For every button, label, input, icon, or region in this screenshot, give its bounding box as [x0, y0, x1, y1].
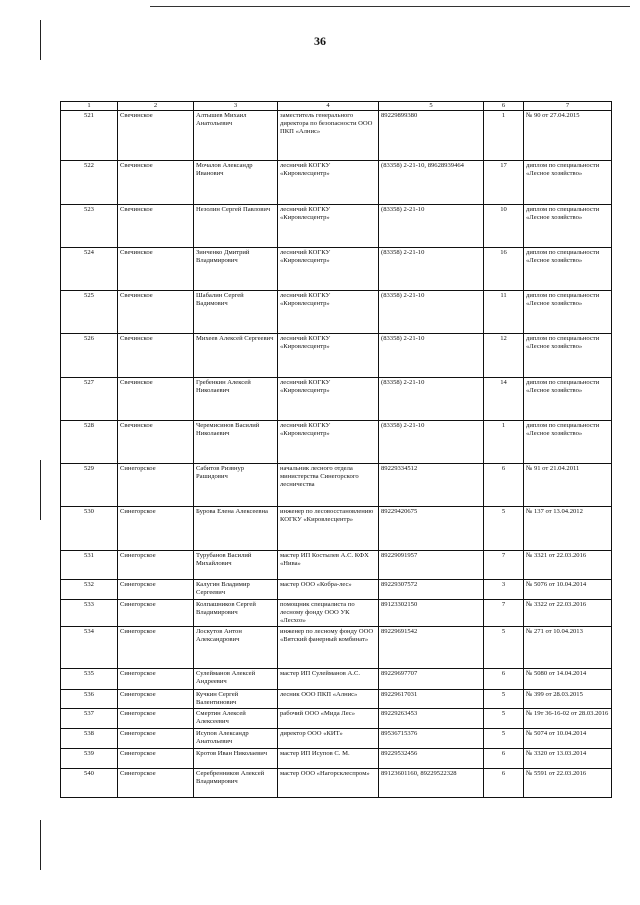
document-ref: диплом по специальности «Лесное хозяйство» — [524, 291, 612, 334]
quantity: 5 — [484, 729, 524, 749]
phone-number: (83358) 2-21-10 — [379, 421, 484, 464]
phone-number: (83358) 2-21-10 — [379, 205, 484, 248]
quantity: 6 — [484, 769, 524, 798]
table-row — [61, 248, 612, 291]
table-row — [61, 690, 612, 709]
position-text: лесничий КОГКУ «Кировлесцентр» — [278, 421, 379, 464]
quantity: 5 — [484, 627, 524, 669]
row-number: 527 — [61, 378, 118, 421]
column-header: 5 — [379, 102, 484, 111]
phone-number: 89229263453 — [379, 709, 484, 729]
row-number: 525 — [61, 291, 118, 334]
quantity: 5 — [484, 690, 524, 709]
phone-number: 89123601160, 89229522328 — [379, 769, 484, 798]
person-name: Кучкин Сергей Валентинович — [194, 690, 278, 709]
document-ref: № 137 от 13.04.2012 — [524, 507, 612, 551]
quantity: 16 — [484, 248, 524, 291]
person-name: Алтышев Михаил Анатольевич — [194, 111, 278, 161]
table-row — [61, 627, 612, 669]
phone-number: (83358) 2-21-10, 89628939464 — [379, 161, 484, 205]
person-name: Шабалин Сергей Вадимович — [194, 291, 278, 334]
person-name: Мочалов Александр Иванович — [194, 161, 278, 205]
quantity: 10 — [484, 205, 524, 248]
table-row — [61, 600, 612, 627]
phone-number: 89229091957 — [379, 551, 484, 580]
document-ref: № 3320 от 13.03.2014 — [524, 749, 612, 769]
phone-number: 89229899380 — [379, 111, 484, 161]
row-number: 536 — [61, 690, 118, 709]
phone-number: (83358) 2-21-10 — [379, 378, 484, 421]
table-row — [61, 507, 612, 551]
column-header: 1 — [61, 102, 118, 111]
position-text: начальник лесного отдела министерства Синегорского лесничества — [278, 464, 379, 507]
forestry-name: Свечинское — [118, 248, 194, 291]
phone-number: 89229691542 — [379, 627, 484, 669]
position-text: лесничий КОГКУ «Кировлесцентр» — [278, 248, 379, 291]
position-text: помощник специалиста по лесному фонду ООО УК «Лесхоз» — [278, 600, 379, 627]
margin-mark — [40, 460, 41, 520]
row-number: 523 — [61, 205, 118, 248]
quantity: 6 — [484, 464, 524, 507]
document-ref: № 3321 от 22.03.2016 — [524, 551, 612, 580]
quantity: 17 — [484, 161, 524, 205]
person-name: Черемисинов Василий Николаевич — [194, 421, 278, 464]
document-ref: № 19т 36-16-02 от 28.03.2016 — [524, 709, 612, 729]
person-name: Гребенкин Алексей Николаевич — [194, 378, 278, 421]
document-ref: № 91 от 21.04.2011 — [524, 464, 612, 507]
forestry-name: Свечинское — [118, 334, 194, 378]
phone-number: 89229334512 — [379, 464, 484, 507]
row-number: 537 — [61, 709, 118, 729]
document-ref: № 5076 от 10.04.2014 — [524, 580, 612, 600]
phone-number: 89229420675 — [379, 507, 484, 551]
quantity: 1 — [484, 421, 524, 464]
page-number: 36 — [314, 34, 326, 48]
quantity: 12 — [484, 334, 524, 378]
document-ref: № 5074 от 10.04.2014 — [524, 729, 612, 749]
margin-mark — [40, 820, 41, 870]
row-number: 531 — [61, 551, 118, 580]
phone-number: 89229532456 — [379, 749, 484, 769]
person-name: Исупов Александр Анатольевич — [194, 729, 278, 749]
table-row — [61, 111, 612, 161]
position-text: мастер ООО «Кобра-лес» — [278, 580, 379, 600]
position-text: лесничий КОГКУ «Кировлесцентр» — [278, 291, 379, 334]
forestry-name: Синегорское — [118, 709, 194, 729]
forestry-name: Свечинское — [118, 205, 194, 248]
document-ref: № 271 от 10.04.2013 — [524, 627, 612, 669]
forestry-name: Синегорское — [118, 551, 194, 580]
forestry-name: Свечинское — [118, 378, 194, 421]
forestry-name: Синегорское — [118, 729, 194, 749]
document-ref: диплом по специальности «Лесное хозяйство» — [524, 334, 612, 378]
person-name: Калугин Владимир Сергеевич — [194, 580, 278, 600]
document-ref: № 90 от 27.04.2015 — [524, 111, 612, 161]
row-number: 538 — [61, 729, 118, 749]
table-row — [61, 769, 612, 798]
document-ref: диплом по специальности «Лесное хозяйство» — [524, 378, 612, 421]
phone-number: 89123302150 — [379, 600, 484, 627]
forestry-name: Синегорское — [118, 669, 194, 690]
person-name: Бурова Елена Алексеевна — [194, 507, 278, 551]
position-text: лесничий КОГКУ «Кировлесцентр» — [278, 378, 379, 421]
forestry-name: Синегорское — [118, 580, 194, 600]
document-ref: № 5080 от 14.04.2014 — [524, 669, 612, 690]
column-header: 4 — [278, 102, 379, 111]
document-ref: диплом по специальности «Лесное хозяйство» — [524, 205, 612, 248]
position-text: лесник ООО ПКП «Алнис» — [278, 690, 379, 709]
forestry-name: Синегорское — [118, 464, 194, 507]
quantity: 5 — [484, 709, 524, 729]
position-text: лесничий КОГКУ «Кировлесцентр» — [278, 161, 379, 205]
phone-number: 89229697707 — [379, 669, 484, 690]
phone-number: (83358) 2-21-10 — [379, 291, 484, 334]
quantity: 14 — [484, 378, 524, 421]
row-number: 529 — [61, 464, 118, 507]
table-row — [61, 464, 612, 507]
registry-table — [60, 101, 612, 798]
forestry-name: Синегорское — [118, 507, 194, 551]
forestry-name: Свечинское — [118, 291, 194, 334]
position-text: мастер ИП Сулейманов А.С. — [278, 669, 379, 690]
row-number: 526 — [61, 334, 118, 378]
row-number: 522 — [61, 161, 118, 205]
quantity: 6 — [484, 669, 524, 690]
row-number: 528 — [61, 421, 118, 464]
person-name: Сулейманов Алексей Андреевич — [194, 669, 278, 690]
phone-number: (83358) 2-21-10 — [379, 334, 484, 378]
document-ref: диплом по специальности «Лесное хозяйство» — [524, 161, 612, 205]
header-row — [61, 102, 612, 111]
document-ref: диплом по специальности «Лесное хозяйство» — [524, 248, 612, 291]
quantity: 7 — [484, 551, 524, 580]
position-text: мастер ИП Костылев А.С. КФХ «Нива» — [278, 551, 379, 580]
row-number: 539 — [61, 749, 118, 769]
row-number: 534 — [61, 627, 118, 669]
position-text: рабочий ООО «Мида Лес» — [278, 709, 379, 729]
position-text: мастер ИП Исупов С. М. — [278, 749, 379, 769]
quantity: 11 — [484, 291, 524, 334]
top-rule — [150, 6, 630, 7]
table-row — [61, 709, 612, 729]
row-number: 535 — [61, 669, 118, 690]
row-number: 521 — [61, 111, 118, 161]
person-name: Лоскутов Антон Александрович — [194, 627, 278, 669]
forestry-name: Синегорское — [118, 749, 194, 769]
table-row — [61, 334, 612, 378]
person-name: Зинченко Дмитрий Владимирович — [194, 248, 278, 291]
quantity: 7 — [484, 600, 524, 627]
person-name: Михеев Алексей Сергеевич — [194, 334, 278, 378]
row-number: 540 — [61, 769, 118, 798]
forestry-name: Свечинское — [118, 111, 194, 161]
forestry-name: Свечинское — [118, 421, 194, 464]
forestry-name: Синегорское — [118, 690, 194, 709]
document-ref: диплом по специальности «Лесное хозяйство» — [524, 421, 612, 464]
person-name: Турубанов Василий Михайлович — [194, 551, 278, 580]
document-ref: № 399 от 28.03.2015 — [524, 690, 612, 709]
position-text: инженер по лесовосстановлению КОГКУ «Кировлесцентр» — [278, 507, 379, 551]
position-text: мастер ООО «Нагорсклеспром» — [278, 769, 379, 798]
quantity: 5 — [484, 507, 524, 551]
table-row — [61, 291, 612, 334]
table-row — [61, 378, 612, 421]
quantity: 1 — [484, 111, 524, 161]
phone-number: 89229617031 — [379, 690, 484, 709]
phone-number: 89536715376 — [379, 729, 484, 749]
row-number: 533 — [61, 600, 118, 627]
table-row — [61, 729, 612, 749]
position-text: инженер по лесному фонду ООО «Вятский фанерный комбинат» — [278, 627, 379, 669]
row-number: 530 — [61, 507, 118, 551]
table-row — [61, 669, 612, 690]
table-row — [61, 580, 612, 600]
position-text: заместитель генерального директора по безопасности ООО ПКП «Алнис» — [278, 111, 379, 161]
person-name: Смертин Алексей Алексеевич — [194, 709, 278, 729]
person-name: Незолин Сергей Павлович — [194, 205, 278, 248]
position-text: директор ООО «КИТ» — [278, 729, 379, 749]
row-number: 532 — [61, 580, 118, 600]
document-ref: № 5591 от 22.03.2016 — [524, 769, 612, 798]
column-header: 2 — [118, 102, 194, 111]
column-header: 6 — [484, 102, 524, 111]
table-row — [61, 749, 612, 769]
table-row — [61, 161, 612, 205]
quantity: 6 — [484, 749, 524, 769]
phone-number: (83358) 2-21-10 — [379, 248, 484, 291]
person-name: Сабитов Ризвнур Рашидович — [194, 464, 278, 507]
forestry-name: Синегорское — [118, 627, 194, 669]
quantity: 3 — [484, 580, 524, 600]
position-text: лесничий КОГКУ «Кировлесцентр» — [278, 205, 379, 248]
phone-number: 89229307572 — [379, 580, 484, 600]
table-row — [61, 551, 612, 580]
person-name: Серебренников Алексей Владимирович — [194, 769, 278, 798]
column-header: 7 — [524, 102, 612, 111]
document-ref: № 3322 от 22.03.2016 — [524, 600, 612, 627]
person-name: Кротов Иван Николаевич — [194, 749, 278, 769]
forestry-name: Свечинское — [118, 161, 194, 205]
row-number: 524 — [61, 248, 118, 291]
person-name: Колпашников Сергей Владимирович — [194, 600, 278, 627]
position-text: лесничий КОГКУ «Кировлесцентр» — [278, 334, 379, 378]
forestry-name: Синегорское — [118, 769, 194, 798]
forestry-name: Синегорское — [118, 600, 194, 627]
column-header: 3 — [194, 102, 278, 111]
table-row — [61, 205, 612, 248]
table-row — [61, 421, 612, 464]
